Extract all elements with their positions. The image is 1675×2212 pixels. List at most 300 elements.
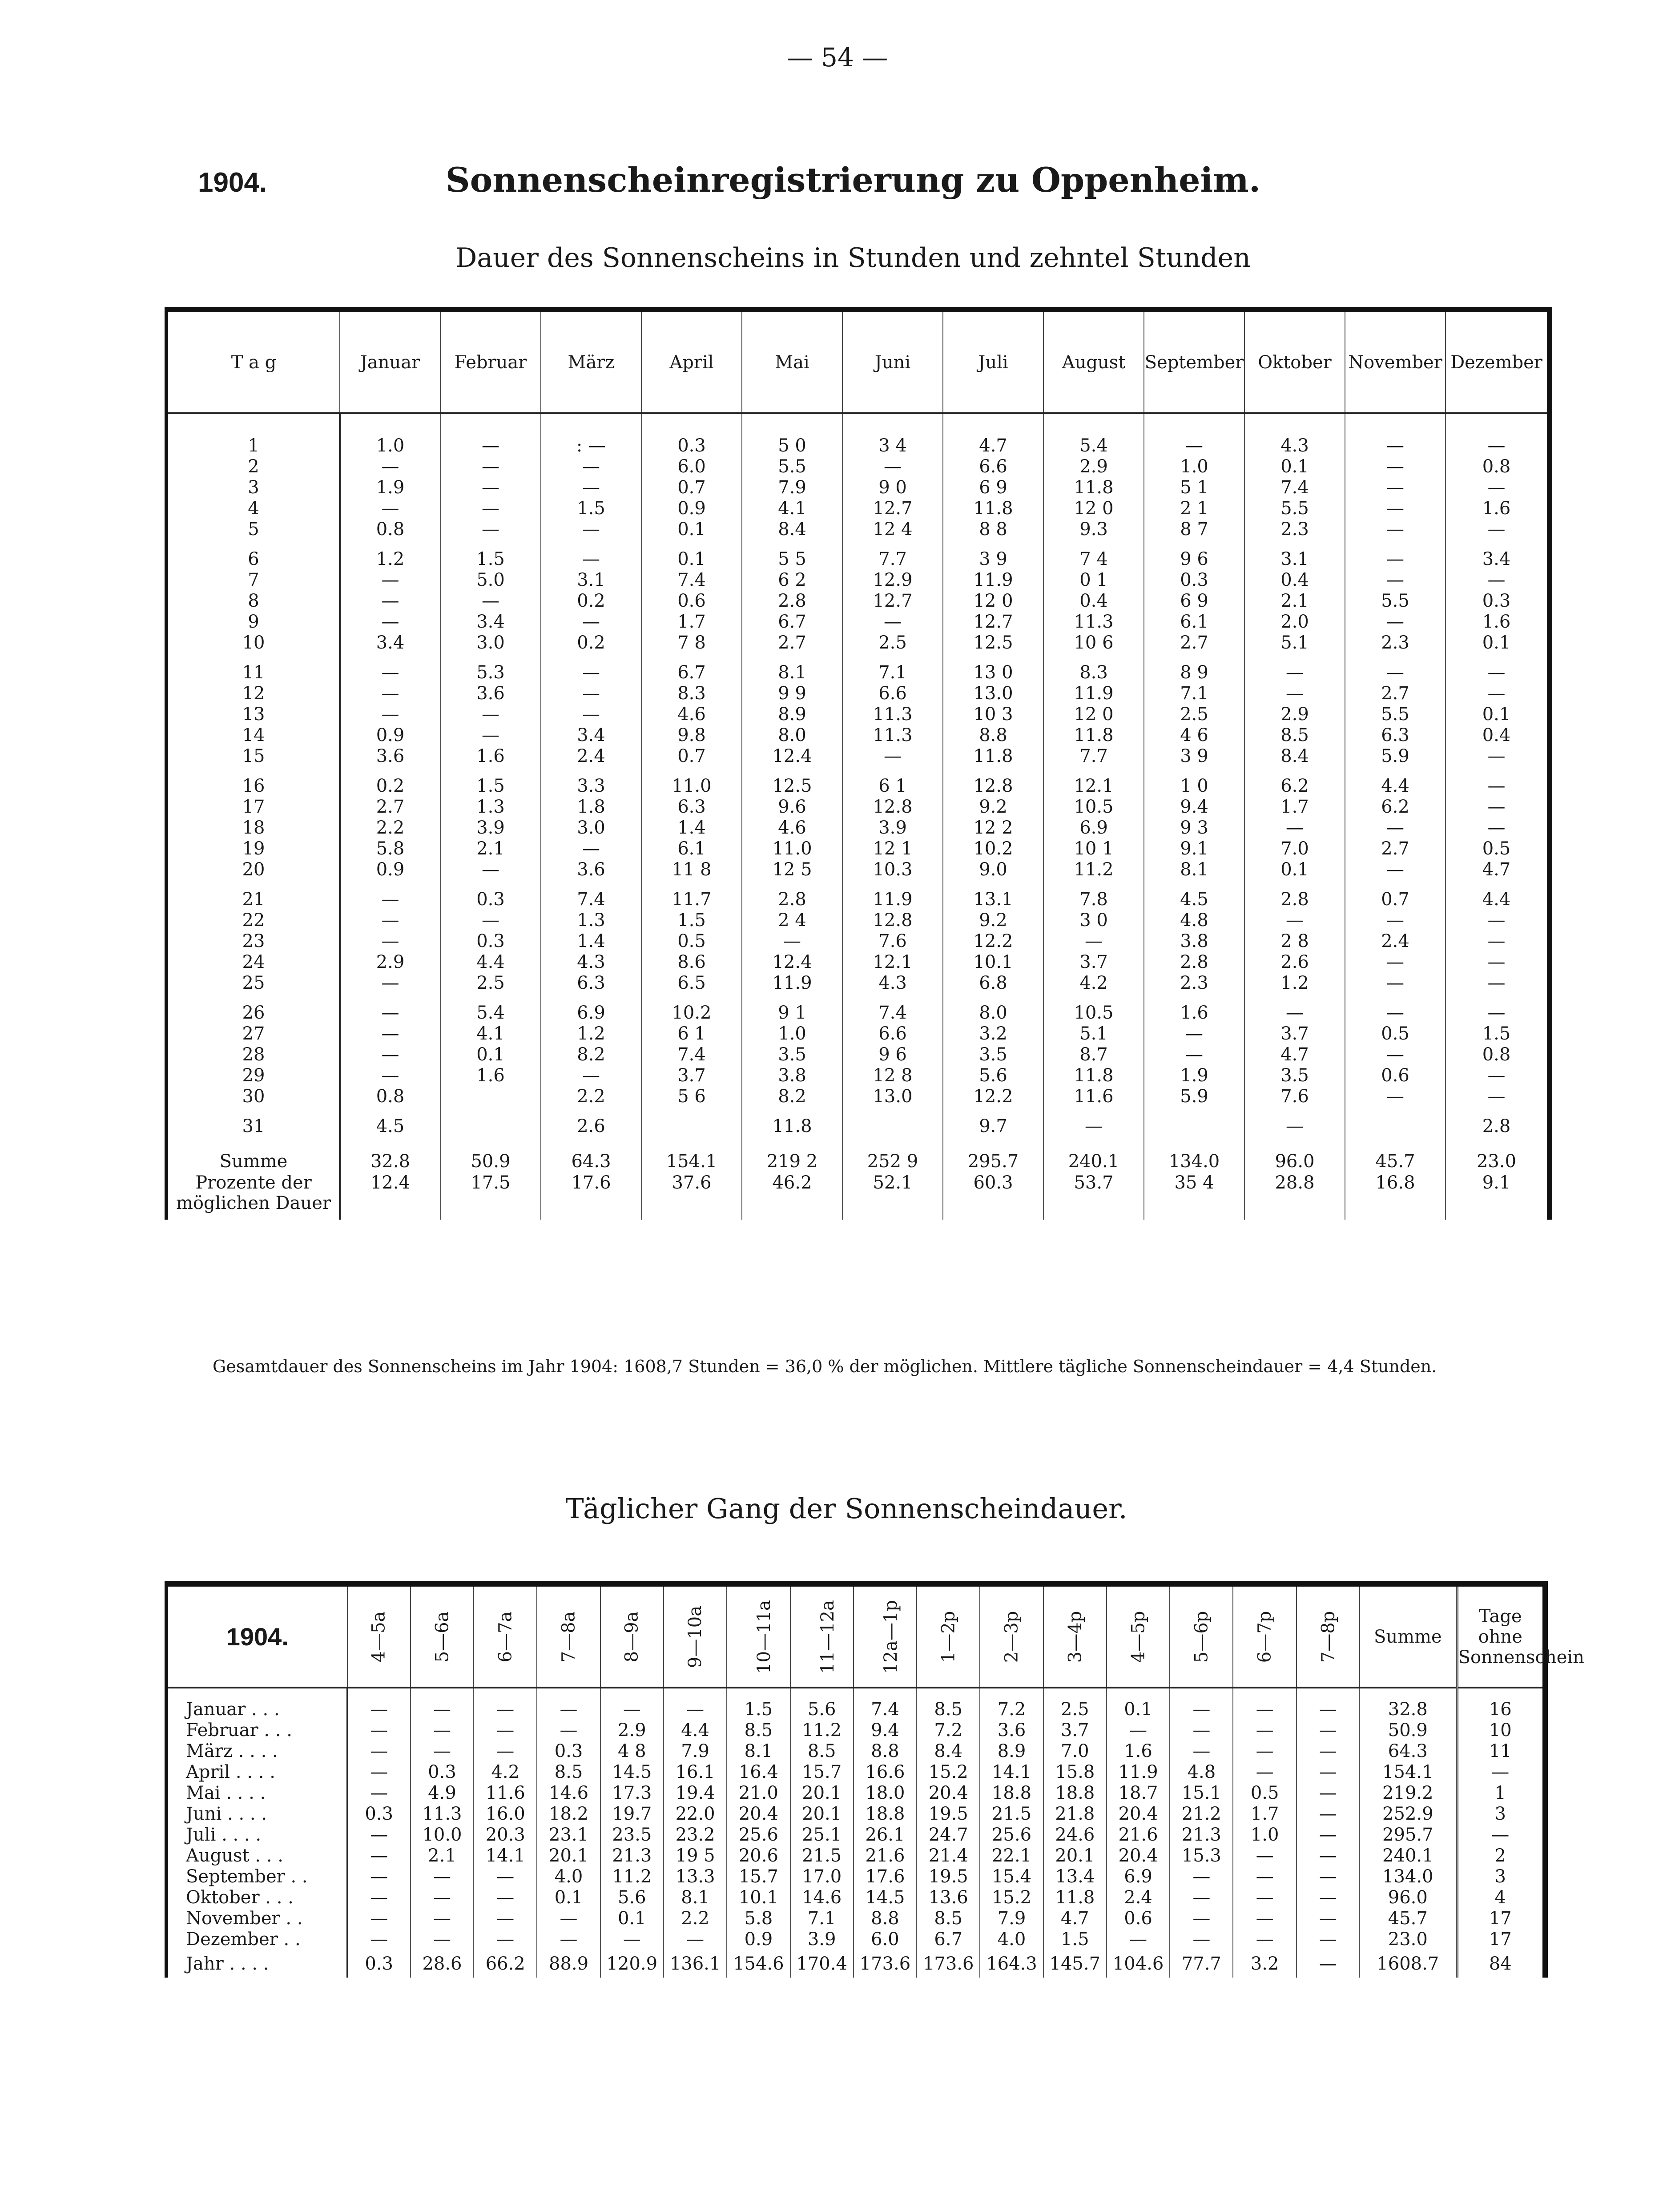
hourly-value: 7.0 [1043, 1741, 1107, 1762]
sunshine-value: — [1043, 1116, 1144, 1137]
month-percent: 12.4 [340, 1172, 440, 1213]
sunshine-value: — [1244, 1003, 1345, 1023]
sunshine-value: 6 2 [742, 570, 842, 591]
sunshine-value: 3.5 [742, 1044, 842, 1065]
hourly-value: — [474, 1741, 537, 1762]
sunshine-value: 2 1 [1144, 498, 1244, 519]
hourly-value: 11.6 [474, 1783, 537, 1804]
year-value: 173.6 [917, 1950, 980, 1978]
sunshine-value: 0.6 [1345, 1065, 1445, 1086]
sunshine-value: 2.3 [1144, 973, 1244, 994]
year-label: 1904. [198, 167, 267, 198]
sunshine-value: 9.8 [641, 725, 742, 746]
days-without-sun: 16 [1457, 1699, 1545, 1720]
hourly-value: 8.5 [537, 1762, 600, 1783]
sunshine-value: 4.7 [943, 435, 1043, 456]
sunshine-value: — [1345, 612, 1445, 633]
hourly-value: 22.1 [980, 1845, 1043, 1866]
sunshine-value: 9.4 [1144, 797, 1244, 818]
year-total-row [166, 1950, 1545, 1978]
hourly-value: — [600, 1929, 664, 1950]
sunshine-value: 5.5 [1244, 498, 1345, 519]
year-value: 0.3 [347, 1950, 411, 1978]
hourly-value: — [347, 1866, 411, 1887]
hour-label: 6—7a [495, 1611, 516, 1662]
sunshine-value [1345, 1116, 1445, 1137]
sunshine-value: 6.0 [641, 456, 742, 477]
sunshine-value: 1.8 [541, 797, 641, 818]
day-number: 14 [166, 725, 340, 746]
sunshine-value: — [340, 931, 440, 952]
day-number: 16 [166, 776, 340, 797]
hourly-value: 20.6 [727, 1845, 790, 1866]
column-header-hour [474, 1584, 537, 1688]
table-row [166, 859, 1550, 880]
year-value: 28.6 [411, 1950, 474, 1978]
hourly-value: 3.6 [980, 1720, 1043, 1741]
day-number: 12 [166, 683, 340, 704]
hourly-value: 4.0 [537, 1866, 600, 1887]
hourly-value: 21.4 [917, 1845, 980, 1866]
hourly-value: 20.1 [790, 1804, 854, 1825]
hour-label: 11—12a [817, 1600, 838, 1674]
hourly-value: 10.1 [727, 1887, 790, 1908]
sunshine-value: 3.8 [1144, 931, 1244, 952]
sunshine-value: — [541, 704, 641, 725]
hourly-value: 15.3 [1170, 1845, 1233, 1866]
hourly-value: — [1297, 1720, 1360, 1741]
hourly-value: 7.2 [980, 1699, 1043, 1720]
sunshine-value: 4.5 [340, 1116, 440, 1137]
hourly-value: 14.1 [474, 1845, 537, 1866]
table-row [166, 1023, 1550, 1044]
sunshine-value: — [1244, 910, 1345, 931]
sunshine-value: — [1345, 818, 1445, 838]
hour-label: 5—6a [431, 1611, 452, 1662]
hourly-value: 11.2 [790, 1720, 854, 1741]
hourly-value: — [1170, 1929, 1233, 1950]
hourly-value: 17.3 [600, 1783, 664, 1804]
hourly-value: — [537, 1720, 600, 1741]
sunshine-value: 7.4 [641, 1044, 742, 1065]
table-row [166, 662, 1550, 683]
table-row [166, 570, 1550, 591]
sunshine-value: 5.1 [1244, 633, 1345, 653]
sunshine-value: 1.9 [340, 477, 440, 498]
sunshine-value: 11.6 [1043, 1086, 1144, 1107]
month-sum: 219 2 [742, 1146, 842, 1172]
sunshine-value: 3.7 [1043, 952, 1144, 973]
hourly-value: 4 8 [600, 1741, 664, 1762]
year-value: 3.2 [1233, 1950, 1296, 1978]
sunshine-value: 3.1 [541, 570, 641, 591]
table-row [166, 889, 1550, 910]
hourly-value: — [1233, 1720, 1296, 1741]
hour-label: 3—4p [1064, 1611, 1085, 1663]
hourly-value: 0.5 [1233, 1783, 1296, 1804]
year-value: 120.9 [600, 1950, 664, 1978]
sunshine-value: 11.8 [742, 1116, 842, 1137]
sunshine-value: 11.0 [742, 838, 842, 859]
hourly-value: 19.5 [917, 1804, 980, 1825]
days-without-sun: — [1457, 1825, 1545, 1845]
column-header-hour [347, 1584, 411, 1688]
sunshine-value: 11 8 [641, 859, 742, 880]
month-sum: 23.0 [1445, 1146, 1550, 1172]
sunshine-value: — [541, 456, 641, 477]
sunshine-value: 4.4 [1445, 889, 1550, 910]
month-total: 32.8 [1360, 1699, 1457, 1720]
table-row [166, 1804, 1545, 1825]
month-label: Januar . . . [166, 1699, 347, 1720]
hourly-value: — [537, 1929, 600, 1950]
hourly-value: — [664, 1929, 727, 1950]
sunshine-value: — [440, 725, 541, 746]
sunshine-value: 1.3 [541, 910, 641, 931]
table-row [166, 838, 1550, 859]
sunshine-value: — [1345, 1044, 1445, 1065]
hourly-value: — [411, 1908, 474, 1929]
sunshine-value: 4.2 [1043, 973, 1144, 994]
sunshine-value: 0.2 [340, 776, 440, 797]
day-number: 27 [166, 1023, 340, 1044]
hourly-value: 2.9 [600, 1720, 664, 1741]
table-row [166, 477, 1550, 498]
days-without-sun: 1 [1457, 1783, 1545, 1804]
sunshine-value: 8.6 [641, 952, 742, 973]
sunshine-value: — [1244, 1116, 1345, 1137]
sunshine-value: 3.7 [641, 1065, 742, 1086]
hourly-value: 1.5 [727, 1699, 790, 1720]
table-row [166, 1845, 1545, 1866]
sunshine-value: 1.5 [1445, 1023, 1550, 1044]
hourly-value: 18.2 [537, 1804, 600, 1825]
hourly-value: — [1233, 1866, 1296, 1887]
hourly-value: 4.9 [411, 1783, 474, 1804]
sunshine-value: — [1445, 1086, 1550, 1107]
year-value: 77.7 [1170, 1950, 1233, 1978]
hourly-value: 11.9 [1107, 1762, 1170, 1783]
hourly-value: 4.7 [1043, 1908, 1107, 1929]
sunshine-value: — [440, 910, 541, 931]
sunshine-value: 3 9 [1144, 746, 1244, 767]
sunshine-value: 9.6 [742, 797, 842, 818]
column-header-hour [1170, 1584, 1233, 1688]
day-number: 20 [166, 859, 340, 880]
sunshine-value: 5 6 [641, 1086, 742, 1107]
sunshine-value: 5.3 [440, 662, 541, 683]
sunshine-value: 0.1 [641, 519, 742, 540]
sunshine-value: — [1144, 1023, 1244, 1044]
table-row [166, 776, 1550, 797]
hourly-value: 0.3 [411, 1762, 474, 1783]
sunshine-value: — [1445, 776, 1550, 797]
sunshine-value: 2.2 [340, 818, 440, 838]
table-row [166, 435, 1550, 456]
column-header-month: Februar [440, 310, 541, 413]
hourly-value: — [1107, 1720, 1170, 1741]
sunshine-value: 0.1 [641, 549, 742, 570]
sunshine-value: 8.9 [742, 704, 842, 725]
sunshine-value: 1.5 [541, 498, 641, 519]
sunshine-value: 5.5 [742, 456, 842, 477]
hour-label: 9—10a [685, 1605, 706, 1668]
sunshine-value: 11.8 [1043, 725, 1144, 746]
hourly-value: 7.9 [980, 1908, 1043, 1929]
hourly-value: 7.4 [854, 1699, 917, 1720]
sunshine-value: 2.8 [742, 889, 842, 910]
sunshine-value: 7.7 [1043, 746, 1144, 767]
day-number: 3 [166, 477, 340, 498]
sunshine-value: — [1445, 477, 1550, 498]
sunshine-value: 0.4 [1445, 725, 1550, 746]
column-header-hour [1043, 1584, 1107, 1688]
sunshine-value: 0.6 [641, 591, 742, 612]
sunshine-value: 2.9 [1043, 456, 1144, 477]
sunshine-value: 5.0 [440, 570, 541, 591]
hourly-value: 24.7 [917, 1825, 980, 1845]
sunshine-value: — [1445, 683, 1550, 704]
day-number: 7 [166, 570, 340, 591]
month-total: 295.7 [1360, 1825, 1457, 1845]
sunshine-value [440, 1116, 541, 1137]
sunshine-value: 2.3 [1345, 633, 1445, 653]
hourly-value: 24.6 [1043, 1825, 1107, 1845]
sunshine-value: 4.6 [641, 704, 742, 725]
column-header-month: September [1144, 310, 1244, 413]
sunshine-value: 8.3 [1043, 662, 1144, 683]
sunshine-value: 6 1 [641, 1023, 742, 1044]
sunshine-value: 0.8 [340, 519, 440, 540]
sunshine-value: — [1244, 818, 1345, 838]
hourly-value: 15.7 [790, 1762, 854, 1783]
sunshine-value: — [340, 889, 440, 910]
hourly-value: 20.1 [790, 1783, 854, 1804]
column-header-hour [1107, 1584, 1170, 1688]
hourly-value: — [347, 1887, 411, 1908]
hour-label: 2—3p [1001, 1611, 1022, 1663]
month-total: 45.7 [1360, 1908, 1457, 1929]
hourly-value: 15.2 [980, 1887, 1043, 1908]
sunshine-value: 7.4 [541, 889, 641, 910]
sunshine-value: 4.7 [1445, 859, 1550, 880]
column-header-hour [600, 1584, 664, 1688]
sunshine-value: 0.2 [541, 633, 641, 653]
hourly-value: 20.1 [1043, 1845, 1107, 1866]
hourly-value: 2.4 [1107, 1887, 1170, 1908]
sunshine-value: 5 5 [742, 549, 842, 570]
sunshine-value: — [1345, 435, 1445, 456]
sunshine-value: 11.0 [641, 776, 742, 797]
month-sum: 96.0 [1244, 1146, 1345, 1172]
hourly-value: 7.9 [664, 1741, 727, 1762]
table-row [166, 612, 1550, 633]
table-row [166, 1699, 1545, 1720]
sunshine-value: 12.7 [943, 612, 1043, 633]
hour-label: 7—8p [1317, 1611, 1338, 1663]
table-row [166, 1783, 1545, 1804]
month-sum: 50.9 [440, 1146, 541, 1172]
sunshine-value: 10.2 [641, 1003, 742, 1023]
sunshine-value: 12.5 [943, 633, 1043, 653]
month-percent: 35 4 [1144, 1172, 1244, 1213]
sunshine-value: 0.3 [1144, 570, 1244, 591]
table-row [166, 704, 1550, 725]
sunshine-value: — [742, 931, 842, 952]
sunshine-value: 3.5 [943, 1044, 1043, 1065]
column-header-day: T a g [166, 310, 340, 413]
hourly-value: — [1233, 1845, 1296, 1866]
hourly-value: 5.6 [600, 1887, 664, 1908]
sunshine-value: 1.5 [641, 910, 742, 931]
sunshine-value: 8.2 [742, 1086, 842, 1107]
sunshine-value: 8.0 [943, 1003, 1043, 1023]
month-label: Februar . . . [166, 1720, 347, 1741]
sunshine-value: 12.7 [842, 591, 943, 612]
sunshine-value: 7.4 [1244, 477, 1345, 498]
sunshine-value: 0.7 [641, 746, 742, 767]
hourly-value: 18.8 [980, 1783, 1043, 1804]
column-header-month: August [1043, 310, 1144, 413]
table-row [166, 725, 1550, 746]
sunshine-value: 3.6 [340, 746, 440, 767]
days-without-sun: 17 [1457, 1908, 1545, 1929]
year-value: 173.6 [854, 1950, 917, 1978]
sunshine-value: 8 7 [1144, 519, 1244, 540]
month-percent: 60.3 [943, 1172, 1043, 1213]
sunshine-value: 4.7 [1244, 1044, 1345, 1065]
sunshine-value: 11.8 [1043, 1065, 1144, 1086]
hourly-value: 21.0 [727, 1783, 790, 1804]
table-row [166, 1866, 1545, 1887]
year-value: 170.4 [790, 1950, 854, 1978]
sunshine-value: 0.7 [641, 477, 742, 498]
month-percent: 28.8 [1244, 1172, 1345, 1213]
sunshine-value: 3.5 [1244, 1065, 1345, 1086]
hourly-value: 21.2 [1170, 1804, 1233, 1825]
hourly-value: 8.5 [790, 1741, 854, 1762]
sunshine-value: 10 3 [943, 704, 1043, 725]
sunshine-value: 3.4 [541, 725, 641, 746]
hourly-value: 1.5 [1043, 1929, 1107, 1950]
sunshine-value: 13.1 [943, 889, 1043, 910]
sunshine-value: 6.2 [1345, 797, 1445, 818]
month-percent: 46.2 [742, 1172, 842, 1213]
hourly-value: — [664, 1699, 727, 1720]
sunshine-value: 12.8 [842, 910, 943, 931]
column-header-hour [917, 1584, 980, 1688]
month-percent: 37.6 [641, 1172, 742, 1213]
sunshine-value: 9.0 [943, 859, 1043, 880]
sunshine-value: 3.0 [440, 633, 541, 653]
sunshine-value: 7 8 [641, 633, 742, 653]
day-number: 26 [166, 1003, 340, 1023]
table-row [166, 1044, 1550, 1065]
year-value: 145.7 [1043, 1950, 1107, 1978]
hourly-value: — [1170, 1908, 1233, 1929]
hourly-value: 18.0 [854, 1783, 917, 1804]
sunshine-value: 2.9 [340, 952, 440, 973]
sunshine-value: — [1445, 973, 1550, 994]
hourly-value: 2.1 [411, 1845, 474, 1866]
sunshine-value: — [440, 519, 541, 540]
year-value: 84 [1457, 1950, 1545, 1978]
sunshine-value: 3 4 [842, 435, 943, 456]
month-sum: 295.7 [943, 1146, 1043, 1172]
month-total: 252.9 [1360, 1804, 1457, 1825]
sunshine-value: 0.3 [440, 931, 541, 952]
sunshine-value: — [340, 1003, 440, 1023]
hourly-value: — [1170, 1699, 1233, 1720]
sunshine-value: — [1345, 477, 1445, 498]
day-number: 23 [166, 931, 340, 952]
sunshine-value: — [842, 456, 943, 477]
sunshine-value: — [541, 683, 641, 704]
sunshine-value: — [340, 591, 440, 612]
sunshine-value: 1.7 [641, 612, 742, 633]
hourly-value: — [474, 1929, 537, 1950]
sunshine-value: 2.2 [541, 1086, 641, 1107]
sunshine-value: 3.4 [1445, 549, 1550, 570]
table-row [166, 973, 1550, 994]
hourly-value: 5.6 [790, 1699, 854, 1720]
month-label: August . . . [166, 1845, 347, 1866]
sunshine-value: 9 6 [1144, 549, 1244, 570]
table-row [166, 1929, 1545, 1950]
hourly-value: 0.1 [537, 1887, 600, 1908]
day-number: 19 [166, 838, 340, 859]
sunshine-value: — [1345, 456, 1445, 477]
sunshine-value: — [1345, 973, 1445, 994]
hourly-value: 0.6 [1107, 1908, 1170, 1929]
sunshine-value: 6.1 [641, 838, 742, 859]
sunshine-value: 0.1 [1244, 456, 1345, 477]
sunshine-value: — [1345, 570, 1445, 591]
sunshine-value: 12 0 [1043, 498, 1144, 519]
sunshine-value [1144, 1116, 1244, 1137]
sunshine-value: 2.8 [1244, 889, 1345, 910]
page-number: — 54 — [787, 42, 888, 73]
sunshine-value: 12.1 [842, 952, 943, 973]
hourly-value: — [1297, 1825, 1360, 1845]
hourly-value: 8.1 [727, 1741, 790, 1762]
days-without-sun: 2 [1457, 1845, 1545, 1866]
sunshine-value: 4.4 [440, 952, 541, 973]
sunshine-value: 8.1 [1144, 859, 1244, 880]
month-sum: 45.7 [1345, 1146, 1445, 1172]
day-number: 25 [166, 973, 340, 994]
hourly-value: — [1297, 1804, 1360, 1825]
sunshine-value: — [1043, 931, 1144, 952]
table-row [166, 519, 1550, 540]
hourly-value: 4.0 [980, 1929, 1043, 1950]
sunshine-value: — [340, 973, 440, 994]
table-row [166, 549, 1550, 570]
hour-label: 4—5p [1128, 1611, 1149, 1663]
month-label: Oktober . . . [166, 1887, 347, 1908]
sunshine-daily-table [165, 307, 1552, 1220]
hourly-value: 1.7 [1233, 1804, 1296, 1825]
annual-summary-note: Gesamtdauer des Sonnenscheins im Jahr 1904: 1608,7 Stunden = 36,0 % der möglichen. Mittlere tägliche Sonnenscheindauer = 4,4 Stunden. [213, 1357, 1437, 1376]
sunshine-value: — [1345, 549, 1445, 570]
sunshine-value: 2.7 [1144, 633, 1244, 653]
hourly-value: — [347, 1783, 411, 1804]
table-2-subtitle: Täglicher Gang der Sonnenscheindauer. [565, 1492, 1127, 1525]
sunshine-value: 4.5 [1144, 889, 1244, 910]
sunshine-value: 12.9 [842, 570, 943, 591]
hourly-value: — [347, 1908, 411, 1929]
hourly-value: — [1297, 1929, 1360, 1950]
